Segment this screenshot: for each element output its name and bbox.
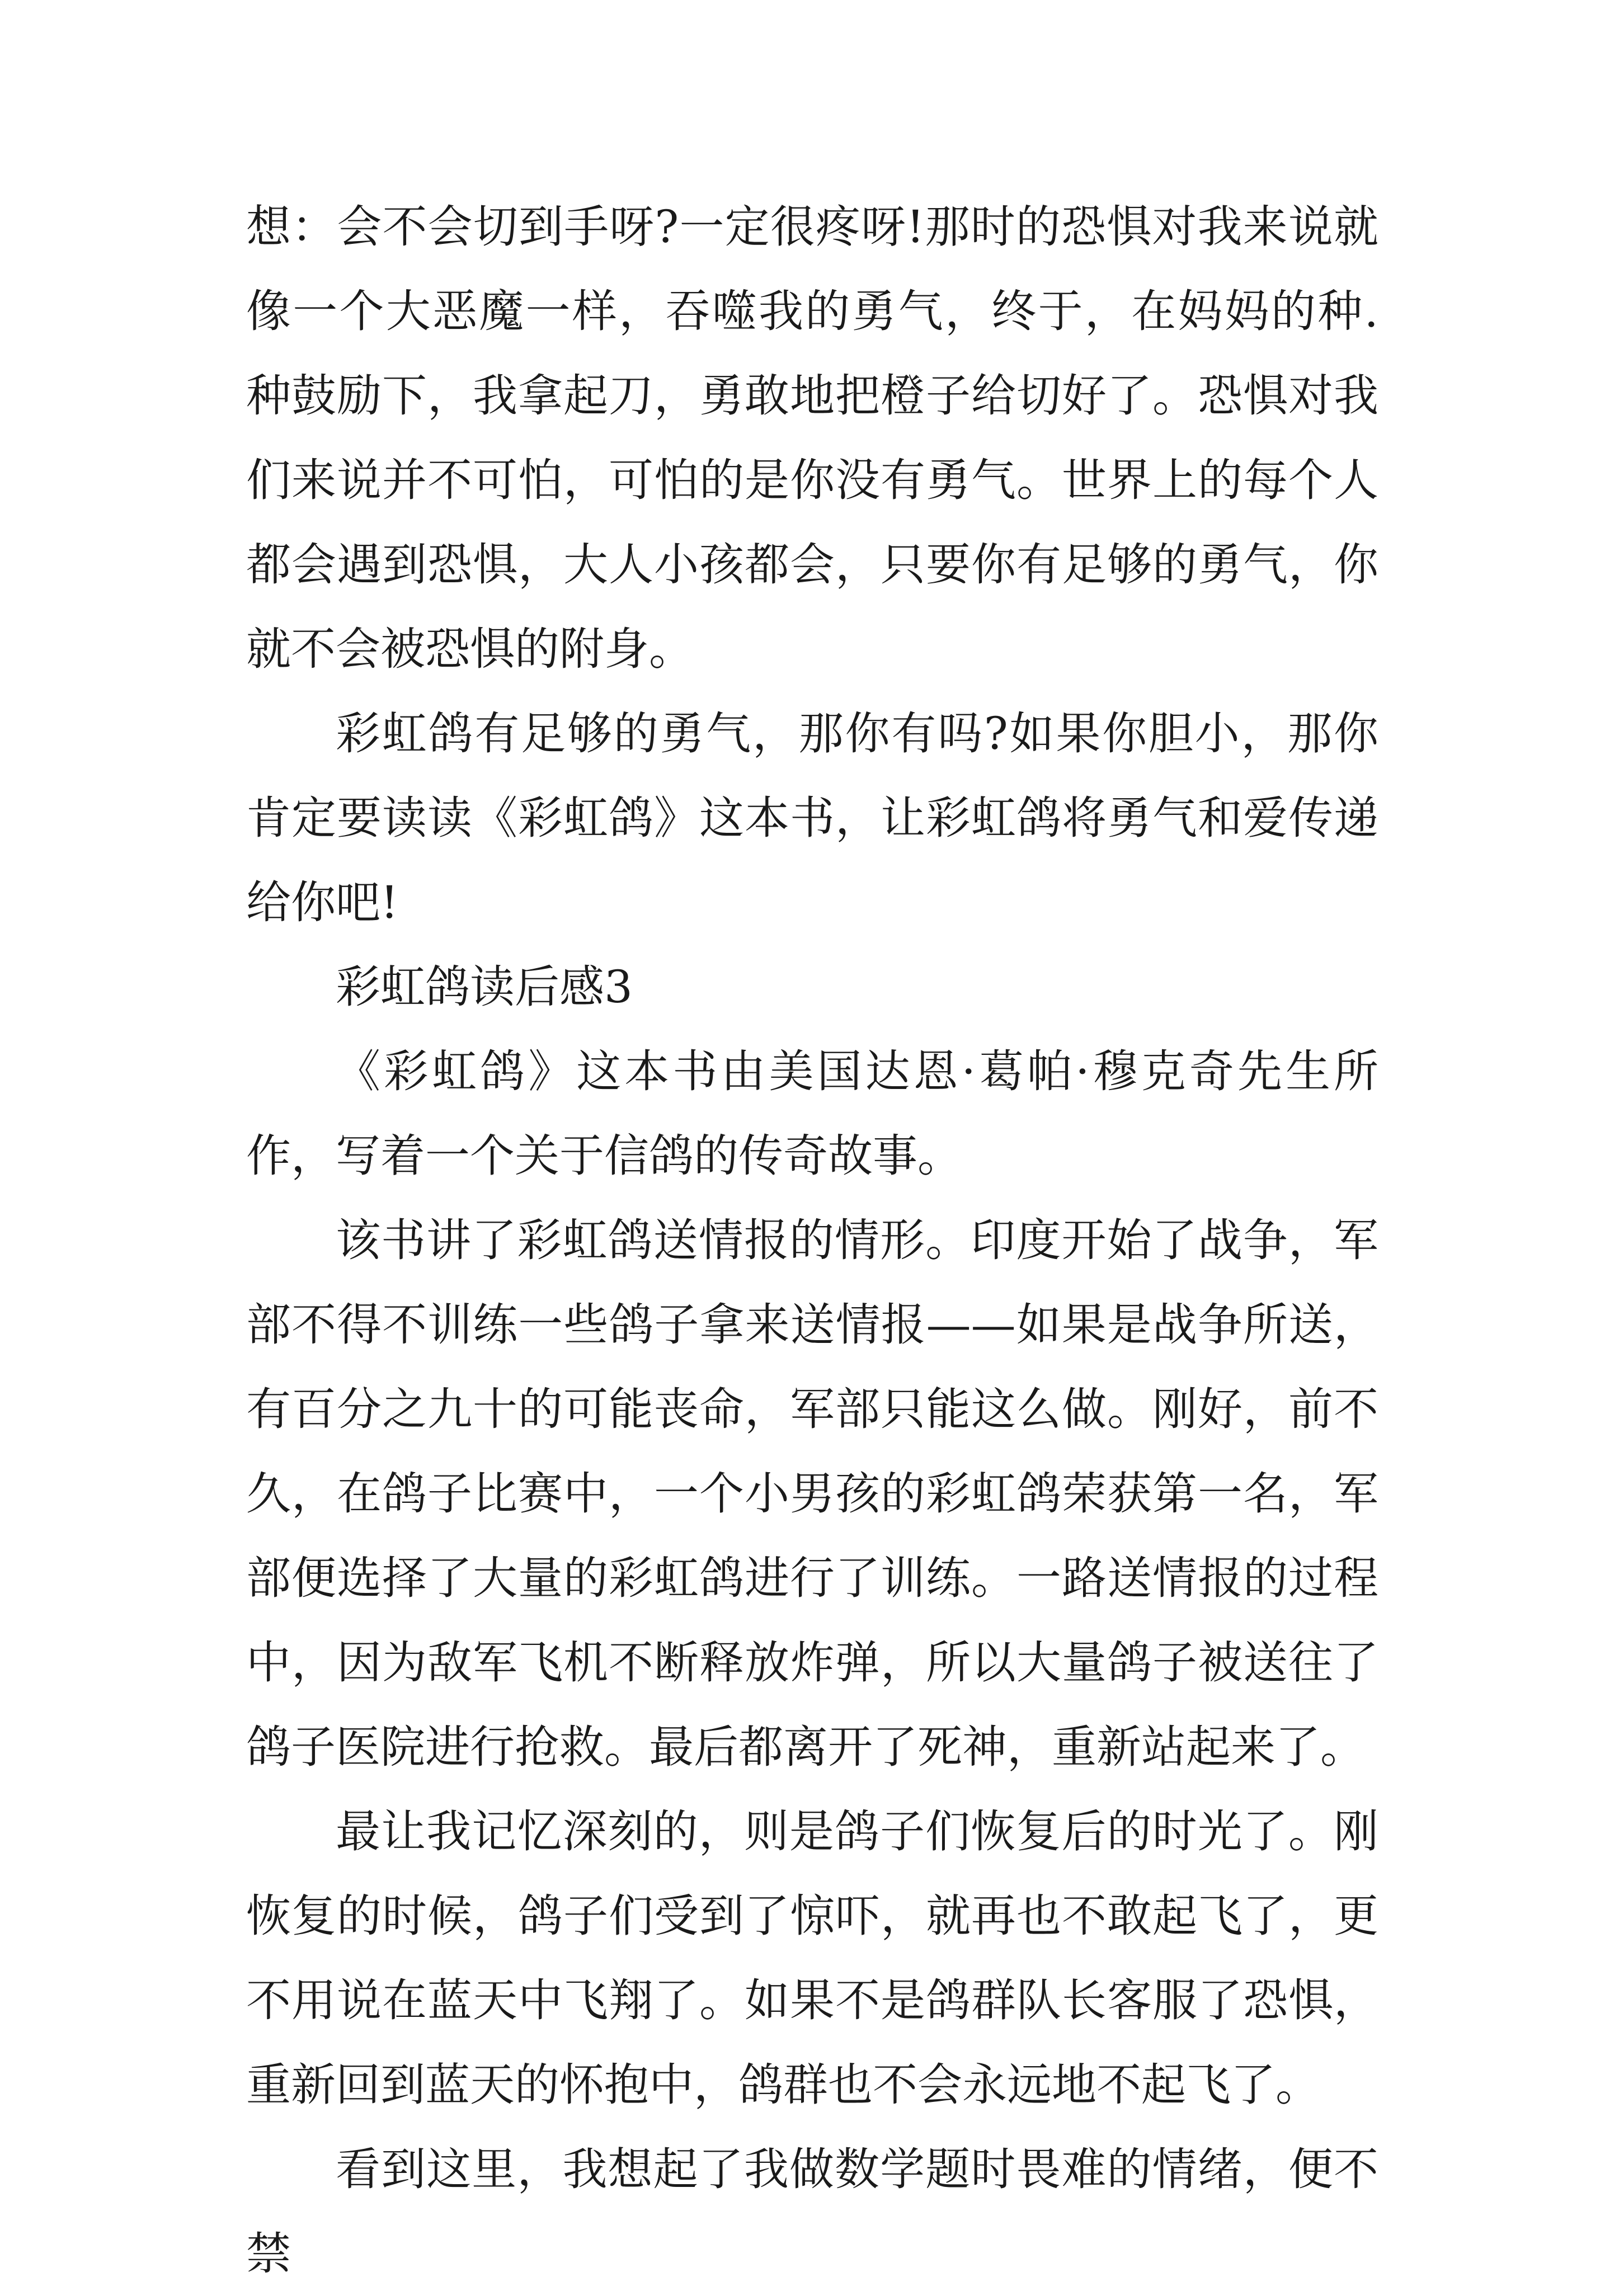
paragraph-book-intro: 《彩虹鸽》这本书由美国达恩·葛帕·穆克奇先生所作，写着一个关于信鸽的传奇故事。 [246,1045,1378,1182]
body-text [246,185,1378,2296]
paragraph-continuation: 想：会不会切到手呀?一定很疼呀!那时的恐惧对我来说就像一个大恶魔一样，吞噬我的勇气，终于，在妈妈的种.种鼓励下，我拿起刀，勇敢地把橙子给切好了。恐惧对我们来说并不可怕，可怕的是你没有勇气。世界上的每个人都会遇到恐惧，大人小孩都会，只要你有足够的勇气，你就不会被恐惧的附身。 [246,201,1378,675]
paragraph-courage-question: 彩虹鸽有足够的勇气，那你有吗?如果你胆小，那你肯定要读读《彩虹鸽》这本书，让彩虹鸽将勇气和爱传递给你吧! [246,708,1378,928]
paragraph-reflection: 看到这里，我想起了我做数学题时畏难的情绪，便不禁 [246,2143,1378,2280]
paragraph-plot-summary: 该书讲了彩虹鸽送情报的情形。印度开始了战争，军部不得不训练一些鸽子拿来送情报——如果是战争所送，有百分之九十的可能丧命，军部只能这么做。刚好，前不久，在鸽子比赛中，一个小男孩的彩虹鸽荣获第一名，军部便选择了大量的彩虹鸽进行了训练。一路送情报的过程中，因为敌军飞机不断释放炸弹，所以大量鸽子被送往了鸽子医院进行抢救。最后都离开了死神，重新站起来了。 [246,1214,1378,1773]
paragraph-most-memorable: 最让我记忆深刻的，则是鸽子们恢复后的时光了。刚恢复的时候，鸽子们受到了惊吓，就再也不敢起飞了，更不用说在蓝天中飞翔了。如果不是鸽群队长客服了恐惧，重新回到蓝天的怀抱中，鸽群也不会永远地不起飞了。 [246,1805,1378,2111]
section-heading: 彩虹鸽读后感3 [336,961,633,1013]
